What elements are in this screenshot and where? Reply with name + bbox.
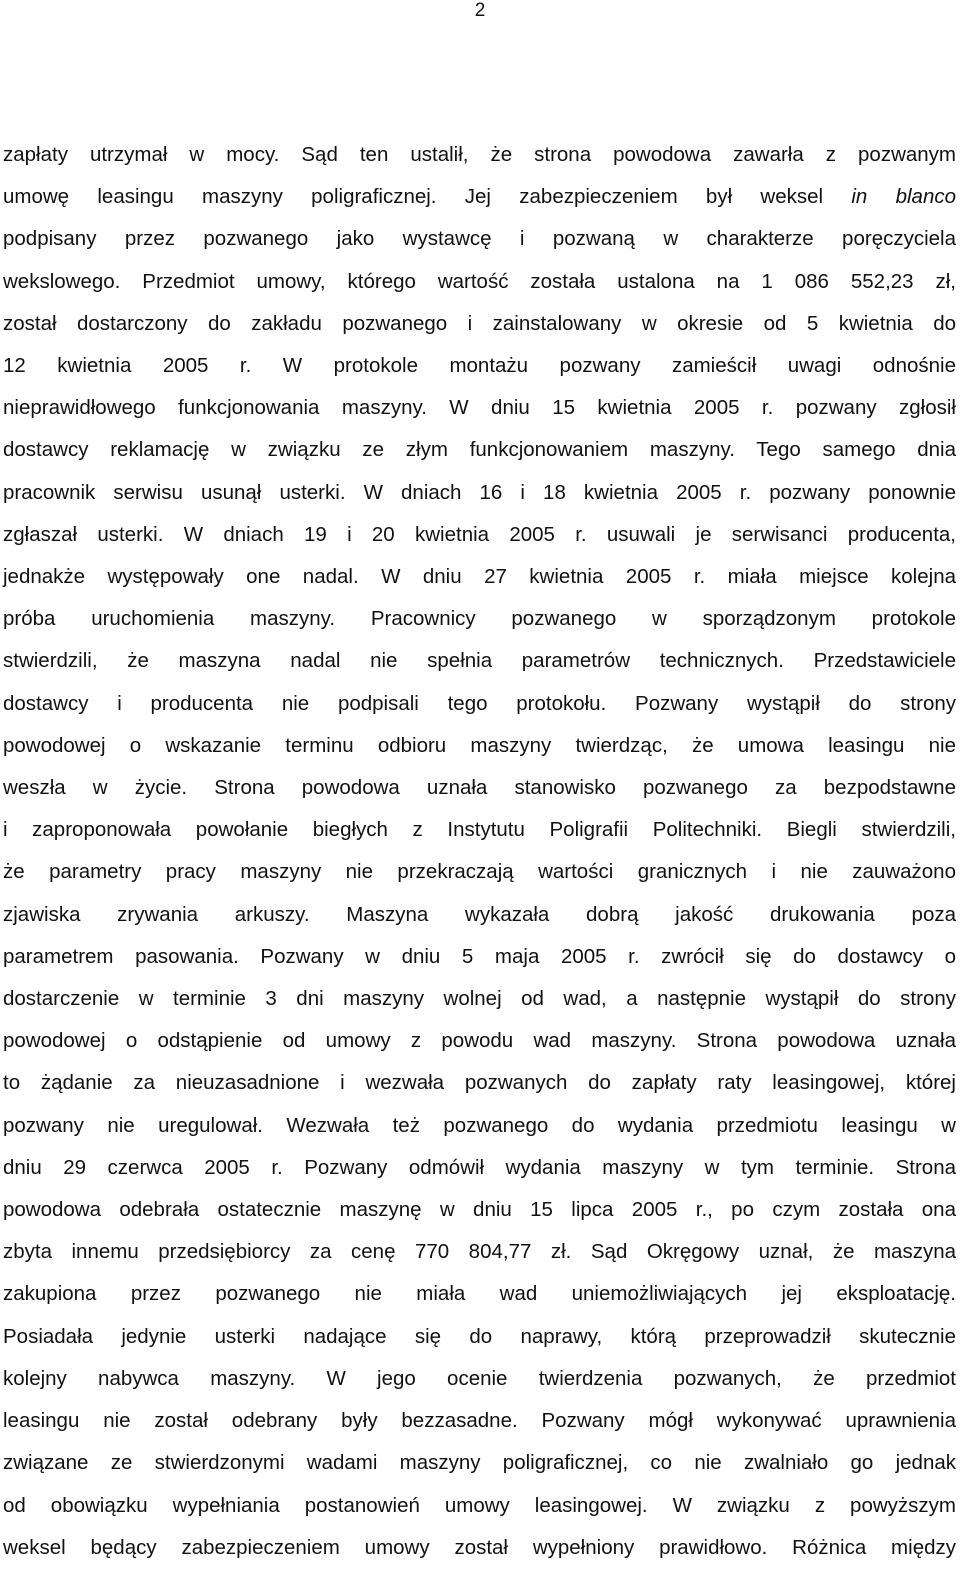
body-line-17: i zaproponowała powołanie biegłych z Instytutu Poligrafii Politechniki. Biegli stwierdzili, bbox=[3, 818, 956, 842]
body-line-23: to żądanie za nieuzasadnione i wezwała pozwanych do zapłaty raty leasingowej, której bbox=[3, 1071, 956, 1095]
page-number: 2 bbox=[474, 0, 486, 21]
body-line-26: powodowa odebrała ostatecznie maszynę w dniu 15 lipca 2005 r., po czym została ona bbox=[3, 1198, 956, 1222]
body-line-2-text: umowę leasingu maszyny poligraficznej. Jej zabezpieczeniem był weksel bbox=[3, 185, 852, 209]
body-line-24: pozwany nie uregulował. Wezwała też pozwanego do wydania przedmiotu leasingu w bbox=[3, 1113, 956, 1137]
body-line-25: dniu 29 czerwca 2005 r. Pozwany odmówił wydania maszyny w tym terminie. Strona bbox=[3, 1155, 956, 1179]
body-line-31: leasingu nie został odebrany były bezzasadne. Pozwany mógł wykonywać uprawnienia bbox=[3, 1409, 956, 1433]
body-line-3: podpisany przez pozwanego jako wystawcę i pozwaną w charakterze poręczyciela bbox=[3, 227, 956, 251]
body-line-20: parametrem pasowania. Pozwany w dniu 5 maja 2005 r. zwrócił się do dostawcy o bbox=[3, 944, 956, 968]
body-line-29: Posiadała jedynie usterki nadające się do naprawy, którą przeprowadził skutecznie bbox=[3, 1324, 956, 1348]
body-line-14: dostawcy i producenta nie podpisali tego protokołu. Pozwany wystąpił do strony bbox=[3, 691, 956, 715]
body-line-6: 12 kwietnia 2005 r. W protokole montażu pozwany zamieścił uwagi odnośnie bbox=[3, 354, 956, 378]
body-line-4: wekslowego. Przedmiot umowy, którego wartość została ustalona na 1 086 552,23 zł, bbox=[3, 269, 956, 293]
body-line-30: kolejny nabywca maszyny. W jego ocenie twierdzenia pozwanych, że przedmiot bbox=[3, 1366, 956, 1390]
body-line-32: związane ze stwierdzonymi wadami maszyny poligraficznej, co nie zwalniało go jednak bbox=[3, 1451, 956, 1475]
body-line-27: zbyta innemu przedsiębiorcy za cenę 770 804,77 zł. Sąd Okręgowy uznał, że maszyna bbox=[3, 1240, 956, 1264]
body-line-10: zgłaszał usterki. W dniach 19 i 20 kwietnia 2005 r. usuwali je serwisanci producenta, bbox=[3, 522, 956, 546]
body-line-5: został dostarczony do zakładu pozwanego i zainstalowany w okresie od 5 kwietnia do bbox=[3, 311, 956, 335]
body-line-12: próba uruchomienia maszyny. Pracownicy pozwanego w sporządzonym protokole bbox=[3, 607, 956, 631]
document-body bbox=[3, 134, 956, 1569]
body-line-9: pracownik serwisu usunął usterki. W dniach 16 i 18 kwietnia 2005 r. pozwany ponownie bbox=[3, 480, 956, 504]
body-line-33: od obowiązku wypełniania postanowień umowy leasingowej. W związku z powyższym bbox=[3, 1493, 956, 1517]
body-line-7: nieprawidłowego funkcjonowania maszyny. W dniu 15 kwietnia 2005 r. pozwany zgłosił bbox=[3, 396, 956, 420]
body-line-2 bbox=[3, 176, 956, 218]
body-line-11: jednakże występowały one nadal. W dniu 27 kwietnia 2005 r. miała miejsce kolejna bbox=[3, 565, 956, 589]
body-line-22: powodowej o odstąpienie od umowy z powodu wad maszyny. Strona powodowa uznała bbox=[3, 1029, 956, 1053]
italic-phrase: in blanco bbox=[851, 185, 957, 209]
body-line-21: dostarczenie w terminie 3 dni maszyny wolnej od wad, a następnie wystąpił do strony bbox=[3, 987, 956, 1011]
body-line-16: weszła w życie. Strona powodowa uznała stanowisko pozwanego za bezpodstawne bbox=[3, 776, 956, 800]
body-line-8: dostawcy reklamację w związku ze złym funkcjonowaniem maszyny. Tego samego dnia bbox=[3, 438, 956, 462]
body-line-28: zakupiona przez pozwanego nie miała wad uniemożliwiających jej eksploatację. bbox=[3, 1282, 956, 1306]
body-line-1: zapłaty utrzymał w mocy. Sąd ten ustalił, że strona powodowa zawarła z pozwanym bbox=[3, 143, 956, 166]
body-line-19: zjawiska zrywania arkuszy. Maszyna wykazała dobrą jakość drukowania poza bbox=[3, 902, 956, 926]
body-line-18: że parametry pracy maszyny nie przekraczają wartości granicznych i nie zauważono bbox=[3, 860, 956, 884]
body-line-13: stwierdzili, że maszyna nadal nie spełnia parametrów technicznych. Przedstawiciele bbox=[3, 649, 956, 673]
body-line-34: weksel będący zabezpieczeniem umowy został wypełniony prawidłowo. Różnica między bbox=[3, 1535, 956, 1559]
body-line-15: powodowej o wskazanie terminu odbioru maszyny twierdząc, że umowa leasingu nie bbox=[3, 733, 956, 757]
